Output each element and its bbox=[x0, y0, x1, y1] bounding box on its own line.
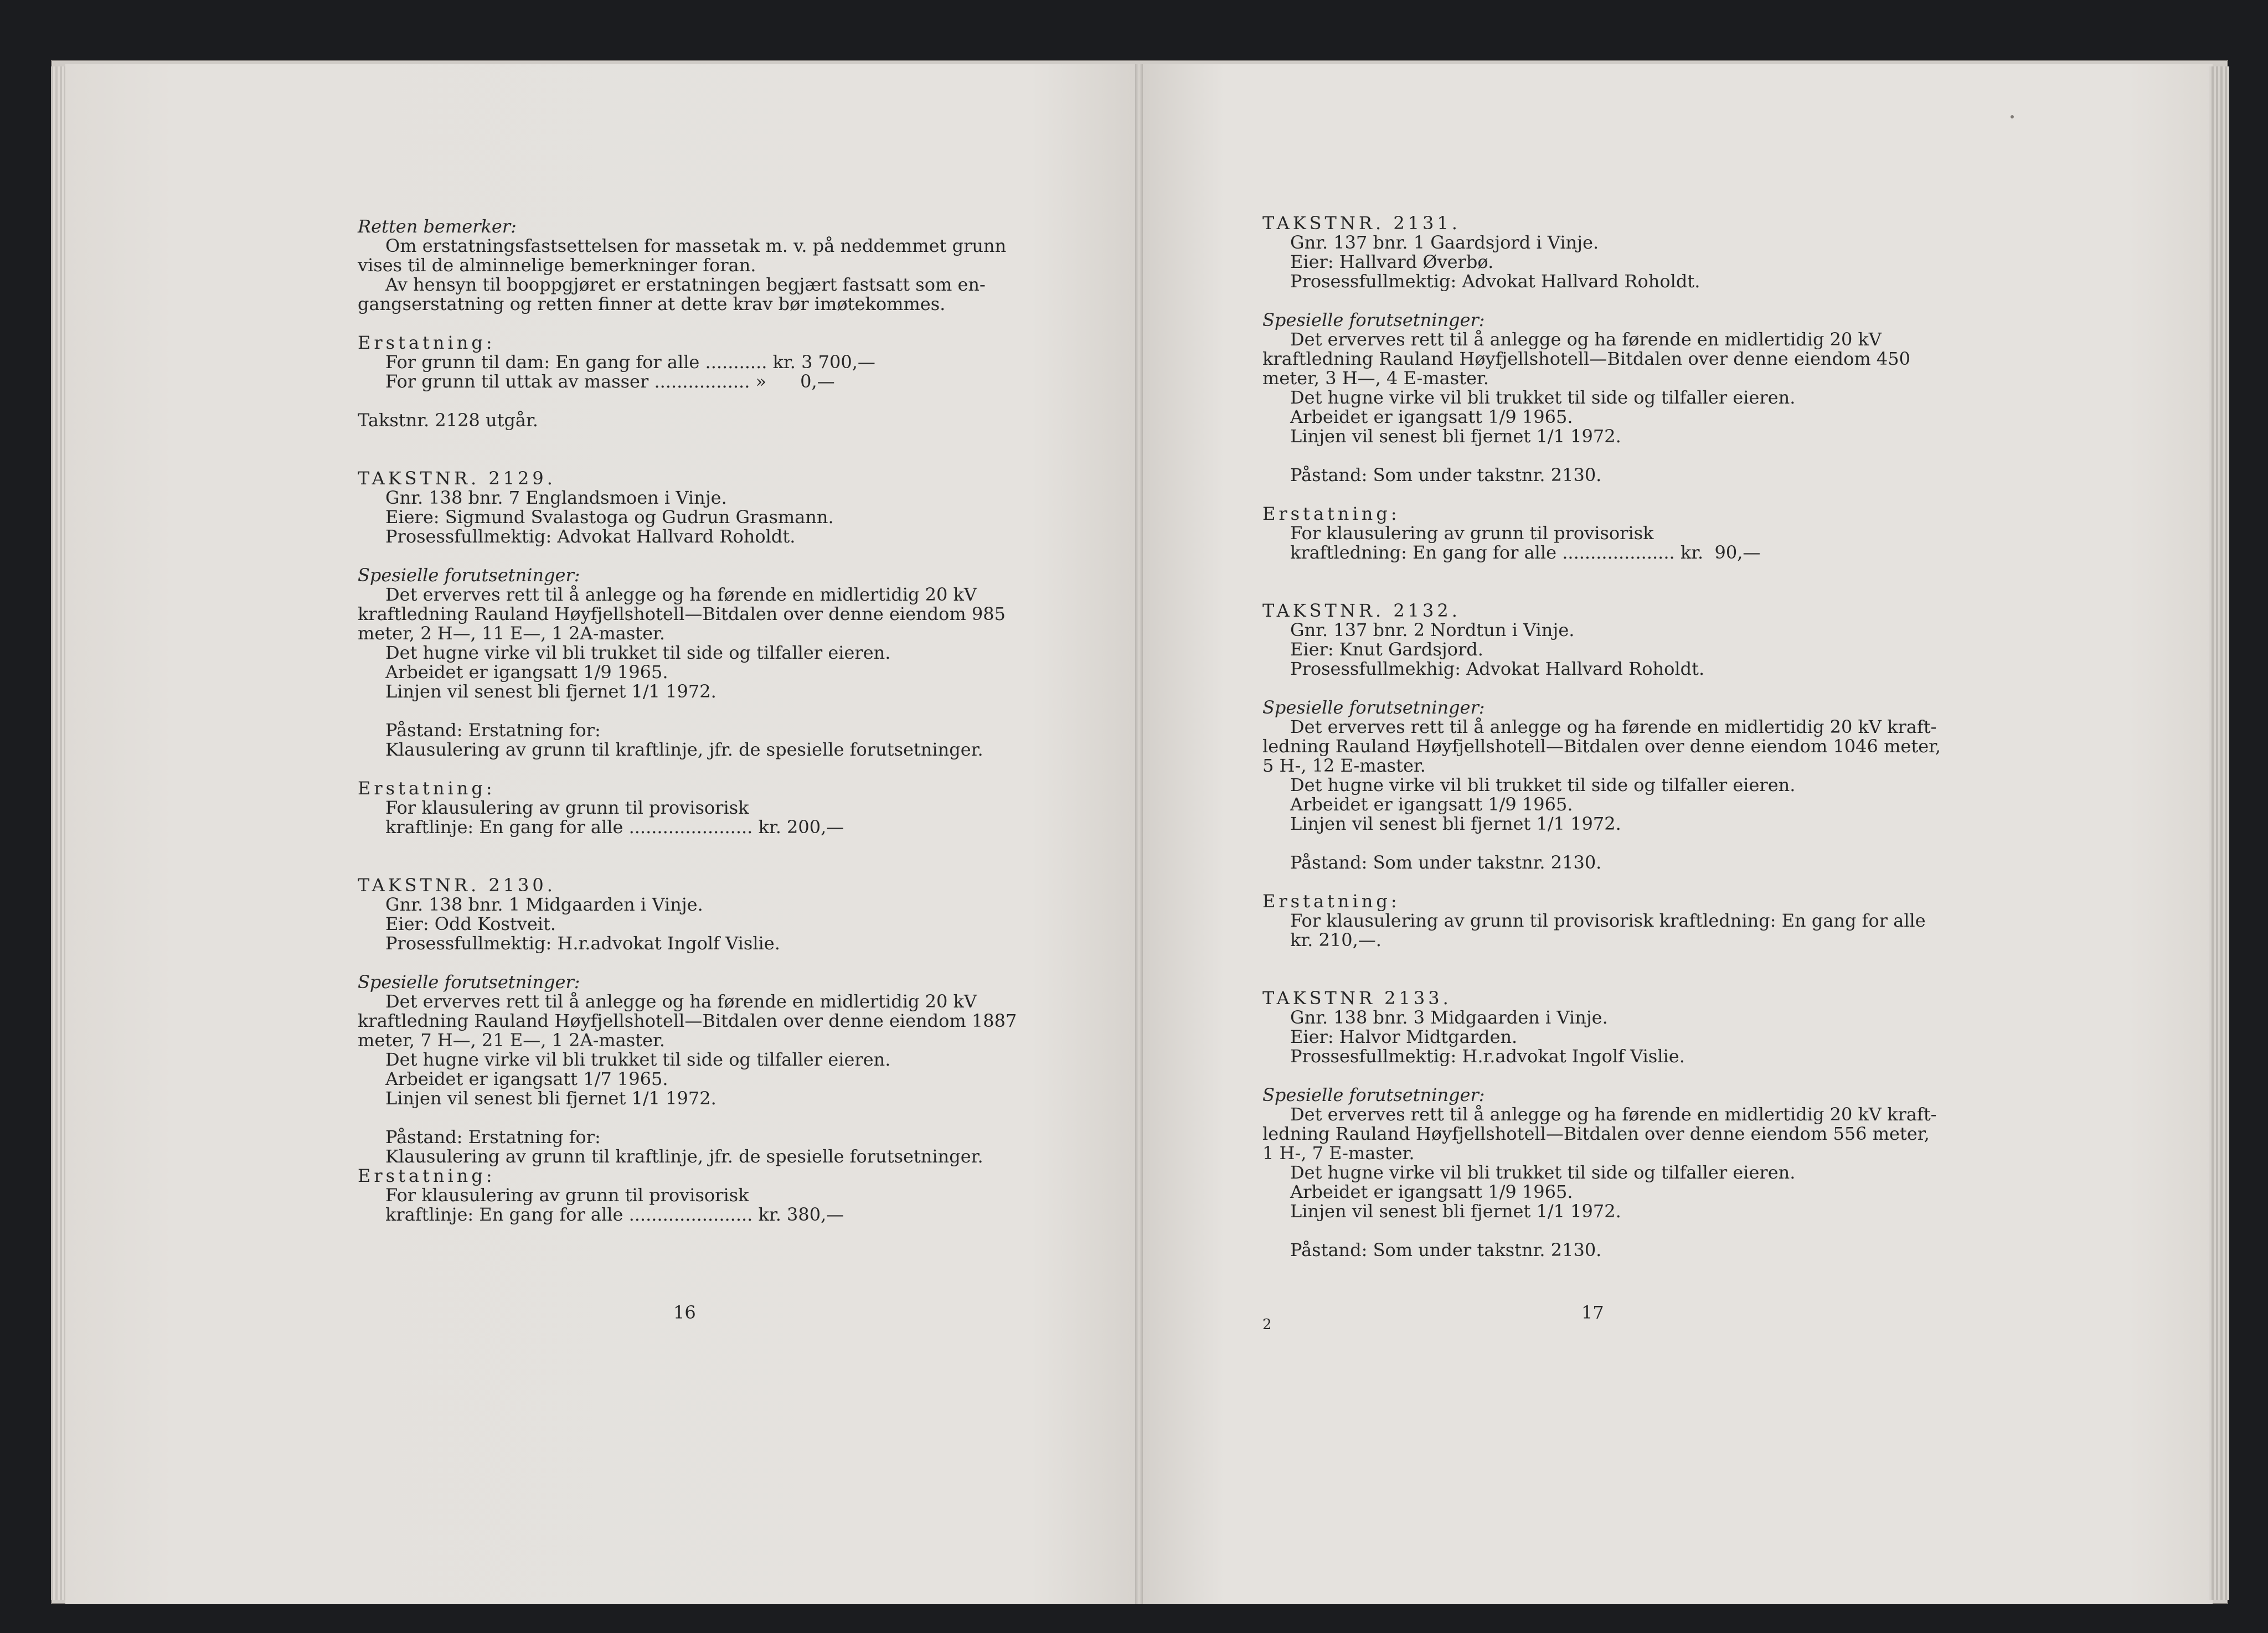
text-line: Det erverves rett til å anlegge og ha førende en midlertidig 20 kV bbox=[385, 584, 977, 605]
text-line: Erstatning: bbox=[1262, 503, 1400, 524]
blank-line bbox=[1262, 872, 1993, 892]
blank-line bbox=[358, 546, 1089, 566]
text-line: ledning Rauland Høyfjellshotell—Bitdalen over denne eiendom 1046 meter, bbox=[1262, 736, 1941, 757]
text-line: vises til de alminnelige bemerkninger foran. bbox=[358, 255, 756, 276]
text-line: meter, 2 H—, 11 E—, 1 2A-master. bbox=[358, 623, 665, 644]
text-line: Spesielle forutsetninger: bbox=[1262, 1084, 1485, 1105]
text-line: Det hugne virke vil bli trukket til side og tilfaller eieren. bbox=[1290, 387, 1796, 408]
text-line: Eier: Hallvard Øverbø. bbox=[1290, 251, 1494, 272]
blank-line bbox=[1262, 485, 1993, 504]
text-line: Gnr. 137 bnr. 1 Gaardsjord i Vinje. bbox=[1290, 232, 1599, 253]
blank-line bbox=[1262, 562, 1993, 582]
text-line: kraftlinje: En gang for alle ...................... kr. 200,— bbox=[385, 817, 844, 838]
text-line: Eier: Odd Kostveit. bbox=[385, 913, 556, 934]
signature-mark: 2 bbox=[1262, 1316, 1272, 1333]
blank-line bbox=[358, 837, 1089, 856]
blank-line bbox=[1262, 679, 1993, 698]
text-line: Eier: Halvor Midtgarden. bbox=[1290, 1026, 1518, 1047]
blank-line bbox=[358, 953, 1089, 973]
text-line: For klausulering av grunn til provisorisk bbox=[385, 797, 749, 818]
blank-line bbox=[358, 701, 1089, 721]
blank-line bbox=[358, 759, 1089, 779]
blank-line bbox=[358, 430, 1089, 449]
text-line: Gnr. 138 bnr. 1 Midgaarden i Vinje. bbox=[385, 894, 703, 915]
text-line: 1 H-, 7 E-master. bbox=[1262, 1143, 1415, 1164]
text-line: Klausulering av grunn til kraftlinje, jfr. de spesielle forutsetninger. bbox=[385, 739, 983, 760]
text-line: ledning Rauland Høyfjellshotell—Bitdalen over denne eiendom 556 meter, bbox=[1262, 1123, 1930, 1144]
text-line: Påstand: Erstatning for: bbox=[385, 1126, 601, 1148]
text-line: TAKSTNR. 2129. bbox=[358, 468, 556, 489]
blank-line bbox=[358, 391, 1089, 411]
text-line: TAKSTNR 2133. bbox=[1262, 988, 1452, 1009]
page-number-right: 17 bbox=[1581, 1302, 1604, 1323]
text-line: gangserstatning og retten finner at dette krav bør imøtekommes. bbox=[358, 293, 946, 314]
text-line: For klausulering av grunn til provisorisk bbox=[1290, 523, 1654, 544]
text-line: kraftledning Rauland Høyfjellshotell—Bitdalen over denne eiendom 1887 bbox=[358, 1010, 1017, 1031]
blank-line bbox=[358, 314, 1089, 333]
text-line: Linjen vil senest bli fjernet 1/1 1972. bbox=[385, 1088, 717, 1109]
text-line: Det erverves rett til å anlegge og ha førende en midlertidig 20 kV bbox=[1290, 329, 1882, 350]
text-line: Klausulering av grunn til kraftlinje, jfr. de spesielle forutsetninger. bbox=[385, 1146, 983, 1167]
text-line: Linjen vil senest bli fjernet 1/1 1972. bbox=[1290, 813, 1621, 834]
text-line: kraftledning: En gang for alle .................... kr. 90,— bbox=[1290, 542, 1761, 563]
text-line: Prosessfullmekhig: Advokat Hallvard Roholdt. bbox=[1290, 658, 1705, 679]
text-line: Linjen vil senest bli fjernet 1/1 1972. bbox=[1290, 1201, 1621, 1222]
text-line: kraftledning Rauland Høyfjellshotell—Bitdalen over denne eiendom 985 bbox=[358, 603, 1006, 624]
text-line: TAKSTNR. 2130. bbox=[358, 875, 556, 896]
text-line: Erstatning: bbox=[358, 332, 496, 353]
page-number-left: 16 bbox=[673, 1302, 696, 1323]
blank-line bbox=[358, 449, 1089, 469]
text-line: Erstatning: bbox=[358, 1165, 496, 1186]
left-page-text bbox=[358, 217, 1089, 1224]
text-line: Retten bemerker: bbox=[358, 216, 517, 237]
blank-line bbox=[1262, 582, 1993, 601]
text-line: For klausulering av grunn til provisorisk kraftledning: En gang for alle bbox=[1290, 910, 1926, 931]
blank-line bbox=[1262, 950, 1993, 969]
text-line: Påstand: Som under takstnr. 2130. bbox=[1290, 1239, 1602, 1260]
text-line: Arbeidet er igangsatt 1/9 1965. bbox=[1290, 406, 1573, 427]
text-line: Eier: Knut Gardsjord. bbox=[1290, 639, 1483, 660]
text-line: Av hensyn til booppgjøret er erstatningen begjært fastsatt som en- bbox=[385, 274, 986, 295]
blank-line bbox=[1262, 446, 1993, 466]
text-line: Erstatning: bbox=[358, 778, 496, 799]
text-line: Gnr. 138 bnr. 3 Midgaarden i Vinje. bbox=[1290, 1007, 1608, 1028]
text-line: Det hugne virke vil bli trukket til side og tilfaller eieren. bbox=[385, 642, 891, 663]
text-line: For grunn til dam: En gang for alle ........... kr. 3 700,— bbox=[385, 352, 875, 373]
page-edges-right bbox=[2209, 66, 2229, 1600]
right-page-text bbox=[1262, 214, 1993, 1260]
text-line: Det erverves rett til å anlegge og ha førende en midlertidig 20 kV kraft- bbox=[1290, 716, 1937, 737]
text-line: Påstand: Som under takstnr. 2130. bbox=[1290, 464, 1602, 485]
text-line: kraftledning Rauland Høyfjellshotell—Bitdalen over denne eiendom 450 bbox=[1262, 348, 1910, 369]
speck bbox=[2011, 115, 2014, 118]
text-line: Eiere: Sigmund Svalastoga og Gudrun Grasmann. bbox=[385, 507, 834, 528]
text-line: meter, 3 H—, 4 E-master. bbox=[1262, 368, 1489, 389]
text-line: TAKSTNR. 2132. bbox=[1262, 600, 1461, 621]
text-line: Om erstatningsfastsettelsen for massetak m. v. på neddemmet grunn bbox=[385, 235, 1007, 256]
blank-line bbox=[358, 1108, 1089, 1128]
book-spine bbox=[1135, 64, 1143, 1604]
text-line: Arbeidet er igangsatt 1/9 1965. bbox=[1290, 1181, 1573, 1202]
text-line: meter, 7 H—, 21 E—, 1 2A-master. bbox=[358, 1030, 665, 1051]
text-line: Det erverves rett til å anlegge og ha førende en midlertidig 20 kV bbox=[385, 991, 977, 1012]
text-line: Gnr. 138 bnr. 7 Englandsmoen i Vinje. bbox=[385, 487, 727, 508]
text-line: Arbeidet er igangsatt 1/9 1965. bbox=[385, 662, 668, 683]
text-line: kraftlinje: En gang for alle ...................... kr. 380,— bbox=[385, 1204, 844, 1225]
blank-line bbox=[358, 856, 1089, 876]
text-line: Det hugne virke vil bli trukket til side og tilfaller eieren. bbox=[1290, 1162, 1796, 1183]
blank-line bbox=[1262, 1221, 1993, 1241]
text-line: Erstatning: bbox=[1262, 891, 1400, 912]
blank-line bbox=[1262, 291, 1993, 311]
text-line: Påstand: Erstatning for: bbox=[385, 720, 601, 741]
text-line: Spesielle forutsetninger: bbox=[358, 565, 580, 586]
right-page bbox=[1138, 64, 2213, 1604]
text-line: Prosessfullmektig: Advokat Hallvard Roholdt. bbox=[385, 526, 796, 547]
text-line: Linjen vil senest bli fjernet 1/1 1972. bbox=[1290, 426, 1621, 447]
text-line: Påstand: Som under takstnr. 2130. bbox=[1290, 852, 1602, 873]
text-line: For grunn til uttak av masser ................. » 0,— bbox=[385, 371, 835, 392]
text-line: Linjen vil senest bli fjernet 1/1 1972. bbox=[385, 681, 717, 702]
text-line: Gnr. 137 bnr. 2 Nordtun i Vinje. bbox=[1290, 619, 1575, 640]
text-line: Det hugne virke vil bli trukket til side og tilfaller eieren. bbox=[1290, 774, 1796, 795]
text-line: Spesielle forutsetninger: bbox=[1262, 697, 1485, 718]
text-line: Det erverves rett til å anlegge og ha førende en midlertidig 20 kV kraft- bbox=[1290, 1104, 1937, 1125]
text-line: For klausulering av grunn til provisorisk bbox=[385, 1185, 749, 1206]
blank-line bbox=[1262, 834, 1993, 853]
text-line: Prosessfullmektig: Advokat Hallvard Roholdt. bbox=[1290, 271, 1700, 292]
text-line: kr. 210,—. bbox=[1290, 929, 1382, 950]
text-line: Det hugne virke vil bli trukket til side og tilfaller eieren. bbox=[385, 1049, 891, 1070]
text-line: Spesielle forutsetninger: bbox=[1262, 309, 1485, 330]
left-page bbox=[65, 64, 1138, 1604]
text-line: Spesielle forutsetninger: bbox=[358, 971, 580, 993]
text-line: Arbeidet er igangsatt 1/9 1965. bbox=[1290, 794, 1573, 815]
blank-line bbox=[1262, 969, 1993, 989]
text-line: Arbeidet er igangsatt 1/7 1965. bbox=[385, 1068, 668, 1089]
text-line: Prossesfullmektig: H.r.advokat Ingolf Vislie. bbox=[1290, 1046, 1685, 1067]
text-line: Prosessfullmektig: H.r.advokat Ingolf Vislie. bbox=[385, 933, 780, 954]
text-line: 5 H-, 12 E-master. bbox=[1262, 755, 1426, 776]
text-line: TAKSTNR. 2131. bbox=[1262, 213, 1461, 234]
text-line: Takstnr. 2128 utgår. bbox=[358, 410, 538, 431]
blank-line bbox=[1262, 1066, 1993, 1086]
